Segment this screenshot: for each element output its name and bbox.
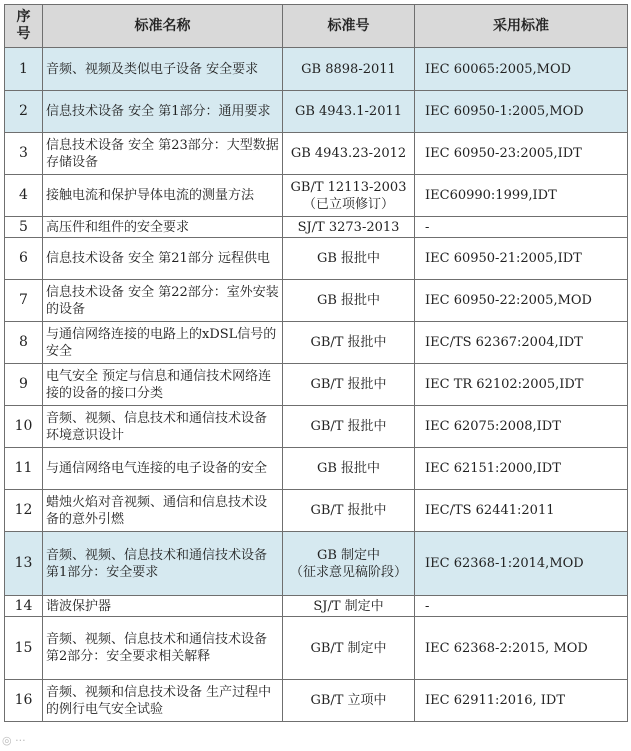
row-number: 13 [5, 532, 43, 596]
adopted-standard: IEC 62151:2000,IDT [415, 448, 628, 490]
header-adopt: 采用标准 [415, 5, 628, 48]
row-number: 10 [5, 406, 43, 448]
header-name: 标准名称 [43, 5, 283, 48]
standard-name: 接触电流和保护导体电流的测量方法 [43, 175, 283, 217]
row-number: 5 [5, 217, 43, 238]
adopted-standard: IEC 60950-22:2005,MOD [415, 280, 628, 322]
standard-number: SJ/T 3273-2013 [283, 217, 415, 238]
table-row [5, 406, 628, 448]
adopted-standard: IEC 60065:2005,MOD [415, 48, 628, 91]
table-row [5, 175, 628, 217]
standard-name: 信息技术设备 安全 第23部分：大型数据存储设备 [43, 133, 283, 175]
table-row [5, 91, 628, 133]
adopted-standard: IEC/TS 62441:2011 [415, 490, 628, 532]
adopted-standard: - [415, 217, 628, 238]
row-number: 11 [5, 448, 43, 490]
adopted-standard: IEC 60950-1:2005,MOD [415, 91, 628, 133]
table-row [5, 532, 628, 596]
standard-number: GB 报批中 [283, 448, 415, 490]
standard-name: 音频、视频、信息技术和通信技术设备环境意识设计 [43, 406, 283, 448]
adopted-standard: IEC 60950-21:2005,IDT [415, 238, 628, 280]
row-number: 16 [5, 680, 43, 722]
standard-number: GB/T 报批中 [283, 490, 415, 532]
table-row [5, 364, 628, 406]
standard-number: GB 报批中 [283, 280, 415, 322]
table-row [5, 322, 628, 364]
table-row [5, 48, 628, 91]
standard-name: 音频、视频和信息技术设备 生产过程中的例行电气安全试验 [43, 680, 283, 722]
table-row [5, 280, 628, 322]
standard-number: GB/T 立项中 [283, 680, 415, 722]
standard-name: 音频、视频、信息技术和通信技术设备 第1部分：安全要求 [43, 532, 283, 596]
standard-number: GB 制定中 （征求意见稿阶段） [283, 532, 415, 596]
table-row [5, 490, 628, 532]
standard-name: 信息技术设备 安全 第22部分：室外安装的设备 [43, 280, 283, 322]
standard-name: 信息技术设备 安全 第21部分 远程供电 [43, 238, 283, 280]
standard-name: 音频、视频、信息技术和通信技术设备 第2部分：安全要求相关解释 [43, 617, 283, 680]
table-row [5, 596, 628, 617]
row-number: 9 [5, 364, 43, 406]
row-number: 1 [5, 48, 43, 91]
row-number: 2 [5, 91, 43, 133]
standard-number: GB/T 制定中 [283, 617, 415, 680]
row-number: 4 [5, 175, 43, 217]
standard-name: 与通信网络电气连接的电子设备的安全 [43, 448, 283, 490]
standard-number: GB/T 报批中 [283, 364, 415, 406]
standard-number: GB 报批中 [283, 238, 415, 280]
table-row [5, 238, 628, 280]
standard-number: GB/T 报批中 [283, 406, 415, 448]
standard-number: GB 4943.1-2011 [283, 91, 415, 133]
row-number: 8 [5, 322, 43, 364]
table-row [5, 217, 628, 238]
table-row [5, 680, 628, 722]
standard-name: 谐波保护器 [43, 596, 283, 617]
standard-name: 与通信网络连接的电路上的xDSL信号的安全 [43, 322, 283, 364]
table-row [5, 133, 628, 175]
table-row [5, 448, 628, 490]
adopted-standard: IEC 62075:2008,IDT [415, 406, 628, 448]
standard-number: GB 8898-2011 [283, 48, 415, 91]
standard-number: GB/T 12113-2003 （已立项修订） [283, 175, 415, 217]
adopted-standard: IEC 62911:2016, IDT [415, 680, 628, 722]
header-row [5, 5, 628, 48]
table-row [5, 617, 628, 680]
standard-number: GB 4943.23-2012 [283, 133, 415, 175]
standard-name: 电气安全 预定与信息和通信技术网络连接的设备的接口分类 [43, 364, 283, 406]
standard-name: 信息技术设备 安全 第1部分：通用要求 [43, 91, 283, 133]
adopted-standard: IEC 60950-23:2005,IDT [415, 133, 628, 175]
row-number: 6 [5, 238, 43, 280]
row-number: 15 [5, 617, 43, 680]
row-number: 14 [5, 596, 43, 617]
adopted-standard: IEC/TS 62367:2004,IDT [415, 322, 628, 364]
table-body [5, 48, 628, 722]
watermark-icon: ◎ ··· [2, 734, 26, 747]
standard-number: GB/T 报批中 [283, 322, 415, 364]
row-number: 7 [5, 280, 43, 322]
standard-number: SJ/T 制定中 [283, 596, 415, 617]
adopted-standard: IEC TR 62102:2005,IDT [415, 364, 628, 406]
row-number: 3 [5, 133, 43, 175]
standard-name: 高压件和组件的安全要求 [43, 217, 283, 238]
standard-name: 音频、视频及类似电子设备 安全要求 [43, 48, 283, 91]
adopted-standard: IEC60990:1999,IDT [415, 175, 628, 217]
adopted-standard: IEC 62368-1:2014,MOD [415, 532, 628, 596]
header-std: 标准号 [283, 5, 415, 48]
row-number: 12 [5, 490, 43, 532]
adopted-standard: IEC 62368-2:2015, MOD [415, 617, 628, 680]
header-no: 序 号 [5, 5, 43, 48]
adopted-standard: - [415, 596, 628, 617]
standard-name: 蜡烛火焰对音视频、通信和信息技术设备的意外引燃 [43, 490, 283, 532]
standards-table [4, 4, 628, 722]
